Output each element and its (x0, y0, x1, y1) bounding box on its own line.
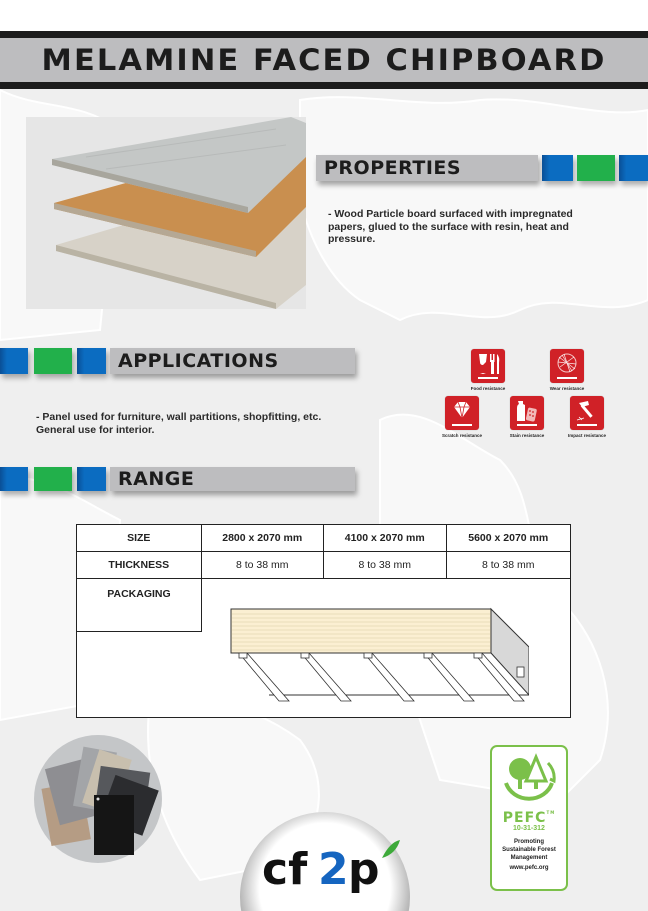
applications-text-line1: - Panel used for furniture, wall partitions, shopfitting, etc. (36, 411, 322, 423)
company-logo (240, 812, 410, 911)
blue-square-decoration (619, 155, 648, 181)
size-value: 2800 x 2070 mm (202, 525, 325, 551)
thickness-row (77, 552, 570, 579)
stain-resistance-badge (497, 396, 557, 438)
wear-resistance-badge (537, 349, 597, 391)
cf2p-logo (240, 812, 410, 911)
range-title: RANGE (118, 468, 195, 490)
logo-text-cf: cf (262, 844, 308, 895)
applications-header (0, 348, 355, 374)
pallet-stack-drawing (229, 607, 529, 707)
stain-resistance-tile (510, 396, 544, 430)
diamond-icon (445, 396, 479, 430)
thickness-value: 8 to 38 mm (202, 552, 325, 578)
pefc-brand (492, 810, 566, 826)
stain-resistance-label: Stain resistance (509, 433, 545, 438)
green-square-decoration (577, 155, 615, 181)
size-label: SIZE (77, 525, 202, 551)
title-band-inner (0, 38, 648, 82)
wear-resistance-tile (550, 349, 584, 383)
properties-text: - Wood Particle board surfaced with impregnated papers, glued to the surface with resin, heat and pressure. (328, 208, 573, 245)
logo-text-2: 2 (318, 844, 349, 895)
blue-square-decoration (77, 348, 106, 374)
pefc-tagline (492, 838, 566, 862)
hammer-icon (570, 396, 604, 430)
impact-resistance-label: Impact resistance (567, 433, 607, 438)
hero-board-image (26, 117, 306, 309)
blue-square-decoration (0, 348, 28, 374)
applications-text-line2: General use for interior. (36, 423, 155, 436)
pefc-url: www.pefc.org (509, 865, 549, 871)
range-header (0, 467, 355, 491)
pefc-code: 10-31-312 (513, 825, 545, 832)
decor-swatch-fan (32, 733, 164, 865)
scratch-resistance-badge (432, 396, 492, 438)
blue-square-decoration (542, 155, 573, 181)
page-title: MELAMINE FACED CHIPBOARD (41, 43, 607, 77)
properties-header (316, 155, 648, 181)
packaging-label: PACKAGING (77, 579, 202, 632)
properties-title: PROPERTIES (324, 157, 462, 179)
pefc-tagline-1: Promoting (514, 839, 544, 845)
top-margin (0, 0, 648, 32)
blue-square-decoration (77, 467, 106, 491)
title-band (0, 31, 648, 89)
pefc-trees-icon (500, 753, 558, 803)
pefc-tagline-2: Sustainable Forest (502, 847, 556, 853)
wear-resistance-label: Wear resistance (549, 386, 585, 391)
logo-text-p: p (348, 844, 380, 895)
thickness-label: THICKNESS (77, 552, 202, 578)
wear-pattern-icon (550, 349, 584, 383)
green-square-decoration (34, 467, 72, 491)
size-value: 4100 x 2070 mm (324, 525, 447, 551)
food-resistance-badge (458, 349, 518, 391)
pefc-brand-text: PEFC (502, 810, 547, 826)
scratch-resistance-tile (445, 396, 479, 430)
pefc-tagline-3: Management (510, 855, 548, 861)
pefc-tm: TM (546, 810, 556, 815)
food-resistance-tile (471, 349, 505, 383)
range-label-box (110, 467, 355, 491)
range-table (76, 524, 571, 718)
applications-title: APPLICATIONS (118, 350, 279, 372)
thickness-value: 8 to 38 mm (481, 559, 535, 571)
applications-label-box (110, 348, 355, 374)
impact-resistance-badge (557, 396, 617, 438)
scratch-resistance-label: Scratch resistance (441, 433, 483, 438)
food-resistance-label: Food resistance (470, 386, 506, 391)
pefc-certification-badge (490, 745, 568, 891)
applications-text (36, 411, 356, 436)
glass-fork-knife-icon (471, 349, 505, 383)
properties-label-box (316, 155, 538, 181)
size-value: 5600 x 2070 mm (468, 532, 549, 544)
thickness-value: 8 to 38 mm (324, 552, 447, 578)
blue-square-decoration (0, 467, 28, 491)
green-square-decoration (34, 348, 72, 374)
spray-bottle-icon (510, 396, 544, 430)
size-row (77, 525, 570, 552)
impact-resistance-tile (570, 396, 604, 430)
stacked-melamine-boards-image (26, 117, 306, 309)
